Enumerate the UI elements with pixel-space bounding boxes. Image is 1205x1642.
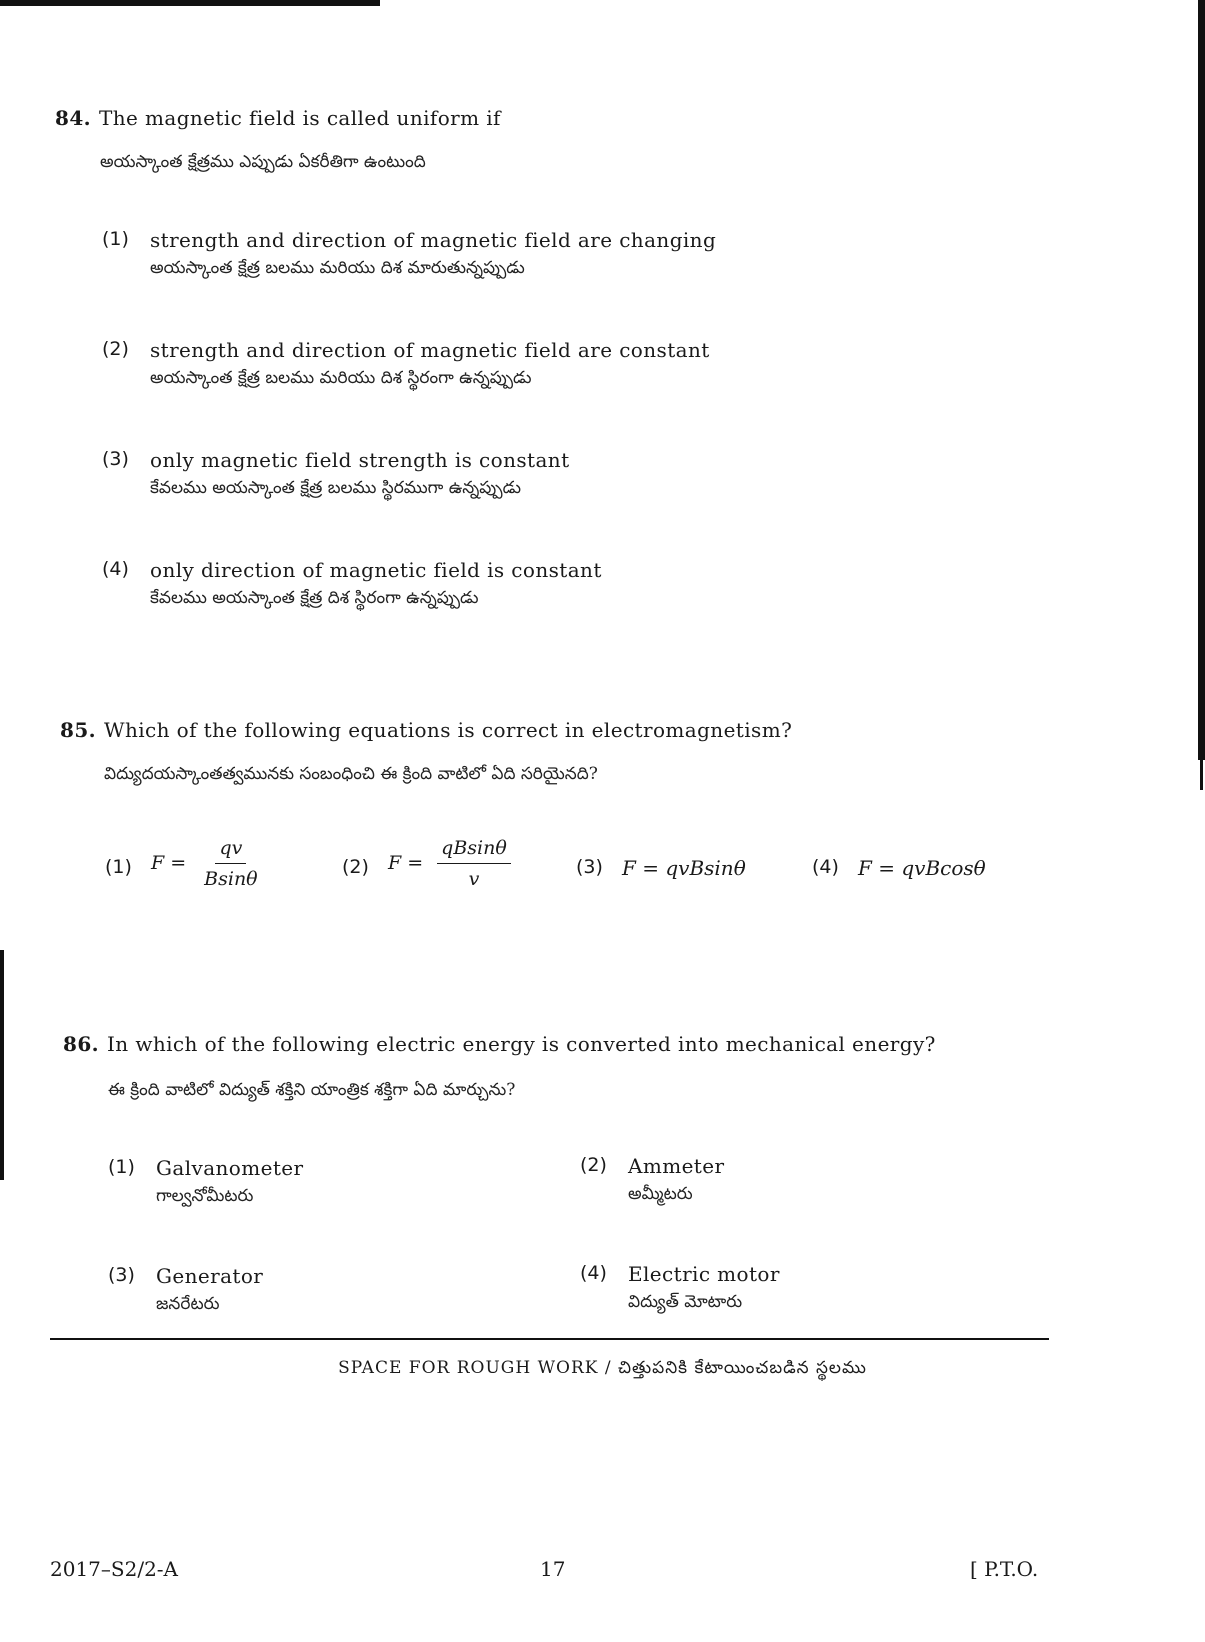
option-text: strength and direction of magnetic field are constant — [150, 338, 710, 362]
question-86-telugu: ఈ క్రింది వాటిలో విద్యుత్ శక్తిని యాంత్రిక శక్తిగా ఏది మార్చును? — [108, 1080, 516, 1100]
scan-edge-right-mark — [1200, 760, 1203, 790]
option-text-telugu: అయస్కాంత క్షేత్ర బలము మరియు దిశ మారుతున్నప్పుడు — [150, 258, 525, 278]
option-number: (3) — [576, 856, 603, 878]
scan-edge-left — [0, 950, 4, 1180]
option-number: (4) — [580, 1262, 607, 1284]
option-text: Ammeter — [628, 1154, 725, 1178]
scan-edge-top — [0, 0, 380, 6]
option-number: (2) — [580, 1154, 607, 1176]
option-number: (3) — [108, 1264, 135, 1286]
option-number: (1) — [102, 228, 129, 250]
option-number: (3) — [102, 448, 129, 470]
option-number: (1) — [105, 856, 132, 878]
option-text: Galvanometer — [156, 1156, 304, 1180]
option-text-telugu: అయస్కాంత క్షేత్ర బలము మరియు దిశ స్థిరంగా ఉన్నప్పుడు — [150, 368, 532, 388]
equation-lhs: F = — [388, 852, 424, 874]
equation: F = qvBsinθ — [622, 856, 746, 880]
option-number: (4) — [812, 856, 839, 878]
question-85-telugu: విద్యుదయస్కాంతత్వమునకు సంబంధించి ఈ క్రింది వాటిలో ఏది సరియైనది? — [104, 764, 598, 784]
option-text: strength and direction of magnetic field are changing — [150, 228, 717, 252]
question-84 — [55, 106, 501, 130]
pto-label: [ P.T.O. — [970, 1557, 1039, 1581]
question-number: 85. — [60, 718, 96, 742]
question-86 — [63, 1032, 936, 1056]
option-text: Generator — [156, 1264, 264, 1288]
paper-code: 2017–S2/2-A — [50, 1557, 178, 1581]
denominator: v — [468, 867, 480, 890]
question-text: Which of the following equations is correct in electromagnetism? — [104, 718, 793, 742]
option-text: only direction of magnetic field is constant — [150, 558, 602, 582]
equation: F = qvBcosθ — [858, 856, 986, 880]
option-text-telugu: గాల్వనోమీటరు — [156, 1186, 254, 1206]
option-text: Electric motor — [628, 1262, 780, 1286]
option-number: (1) — [108, 1156, 135, 1178]
equation — [388, 828, 511, 898]
option-number: (2) — [102, 338, 129, 360]
question-number: 84. — [55, 106, 91, 130]
question-84-telugu: అయస్కాంత క్షేత్రము ఎప్పుడు ఏకరీతిగా ఉంటుంది — [100, 152, 426, 172]
question-85 — [60, 718, 792, 742]
equation — [151, 828, 262, 898]
equation-lhs: F = — [151, 852, 187, 874]
fraction — [437, 837, 511, 890]
numerator: qv — [215, 837, 246, 864]
option-text-telugu: కేవలము అయస్కాంత క్షేత్ర దిశ స్థిరంగా ఉన్నప్పుడు — [150, 588, 479, 608]
scan-edge-right — [1198, 0, 1205, 760]
option-number: (4) — [102, 558, 129, 580]
page-number: 17 — [540, 1557, 566, 1581]
denominator: Bsinθ — [204, 867, 258, 890]
option-text-telugu: కేవలము అయస్కాంత క్షేత్ర బలము స్థిరముగా ఉన్నప్పుడు — [150, 478, 522, 498]
option-text-telugu: విద్యుత్ మోటారు — [628, 1292, 743, 1312]
option-text: only magnetic field strength is constant — [150, 448, 570, 472]
fraction — [200, 837, 261, 890]
question-number: 86. — [63, 1032, 99, 1056]
question-text: In which of the following electric energy is converted into mechanical energy? — [107, 1032, 936, 1056]
option-text-telugu: అమ్మీటరు — [628, 1184, 693, 1204]
option-text-telugu: జనరేటరు — [156, 1294, 220, 1314]
numerator: qBsinθ — [437, 837, 511, 864]
rough-work-label: SPACE FOR ROUGH WORK / చిత్తుపనికి కేటాయించబడిన స్థలము — [338, 1358, 867, 1378]
rough-work-divider — [50, 1338, 1049, 1340]
question-text: The magnetic field is called uniform if — [99, 106, 501, 130]
option-number: (2) — [342, 856, 369, 878]
